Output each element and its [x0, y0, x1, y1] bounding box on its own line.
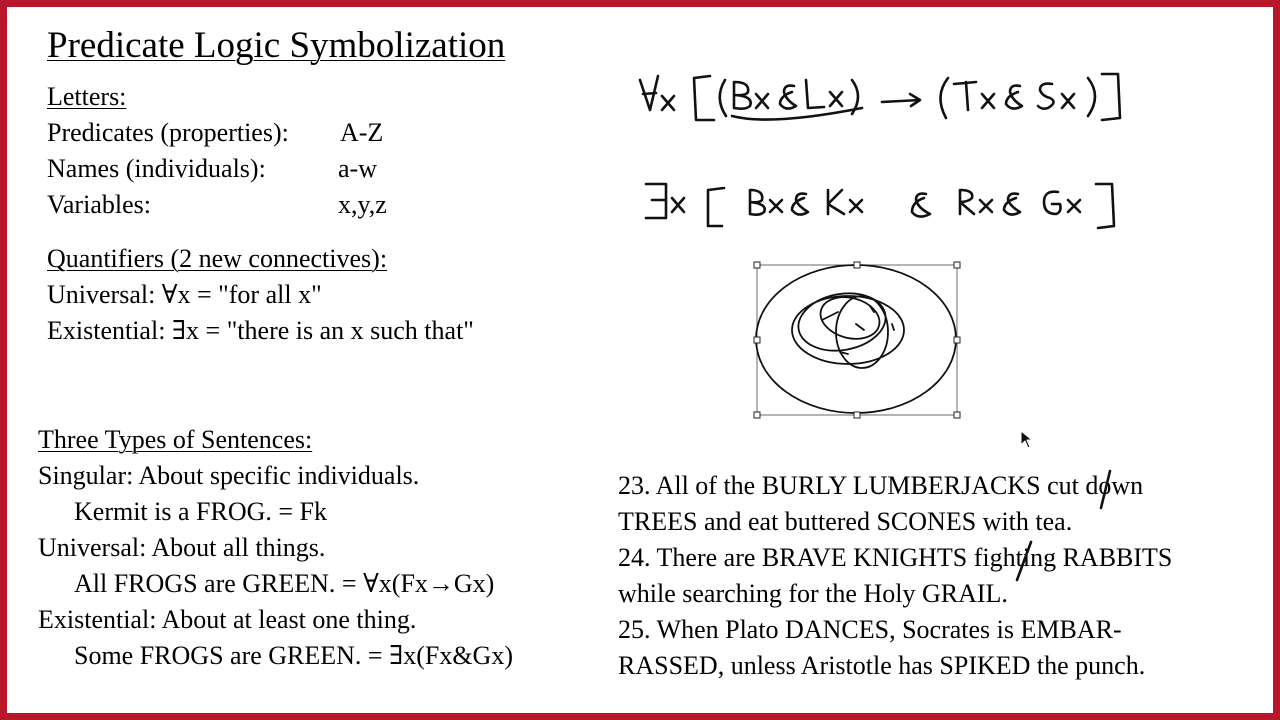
letters-value-variables: x,y,z — [338, 190, 387, 219]
letters-label-names: Names (individuals): — [47, 154, 266, 183]
mouse-cursor-icon — [1020, 430, 1034, 450]
exercise-24-line-2: while searching for the Holy GRAIL. — [618, 579, 1008, 608]
quantifier-universal: Universal: ∀x = "for all x" — [47, 280, 322, 309]
sentence-existential-example: Some FROGS are GREEN. = ∃x(Fx&Gx) — [74, 641, 513, 670]
handle-bc — [854, 412, 860, 418]
sentence-universal-example: All FROGS are GREEN. = ∀x(Fx→Gx) — [74, 569, 495, 598]
letters-value-names: a-w — [338, 154, 377, 183]
exercise-23-line-1: 23. All of the BURLY LUMBERJACKS cut down — [618, 471, 1144, 500]
letters-label-variables: Variables: — [47, 190, 151, 219]
letters-value-predicates: A-Z — [340, 118, 384, 147]
exercise-23-line-2: TREES and eat buttered SCONES with tea. — [618, 507, 1073, 536]
letters-label-predicates: Predicates (properties): — [47, 118, 289, 147]
sentence-singular: Singular: About specific individuals. — [38, 461, 420, 490]
handle-br — [954, 412, 960, 418]
handle-tl — [754, 262, 760, 268]
letters-heading: Letters: — [47, 82, 127, 111]
venn-diagram-sketch[interactable] — [752, 260, 962, 420]
slash-mark-24 — [1017, 542, 1031, 580]
handle-ml — [754, 337, 760, 343]
exercise-25-line-2: RASSED, unless Aristotle has SPIKED the punch. — [618, 651, 1146, 680]
sentence-existential: Existential: About at least one thing. — [38, 605, 417, 634]
page-title: Predicate Logic Symbolization — [47, 25, 506, 66]
sentence-singular-example: Kermit is a FROG. = Fk — [74, 497, 328, 526]
handle-bl — [754, 412, 760, 418]
quantifiers-heading: Quantifiers (2 new connectives): — [47, 244, 388, 273]
exercise-24-line-1: 24. There are BRAVE KNIGHTS fighting RABBITS — [618, 543, 1173, 572]
handwritten-formula-existential — [638, 172, 1128, 236]
handle-tr — [954, 262, 960, 268]
quantifier-existential: Existential: ∃x = "there is an x such that" — [47, 316, 474, 345]
exercise-25-line-1: 25. When Plato DANCES, Socrates is EMBAR- — [618, 615, 1122, 644]
handle-mr — [954, 337, 960, 343]
handle-tc — [854, 262, 860, 268]
sentence-universal: Universal: About all things. — [38, 533, 326, 562]
handwritten-formula-universal — [630, 62, 1130, 134]
slash-mark-23 — [1101, 471, 1110, 508]
sentences-heading: Three Types of Sentences: — [38, 425, 313, 454]
